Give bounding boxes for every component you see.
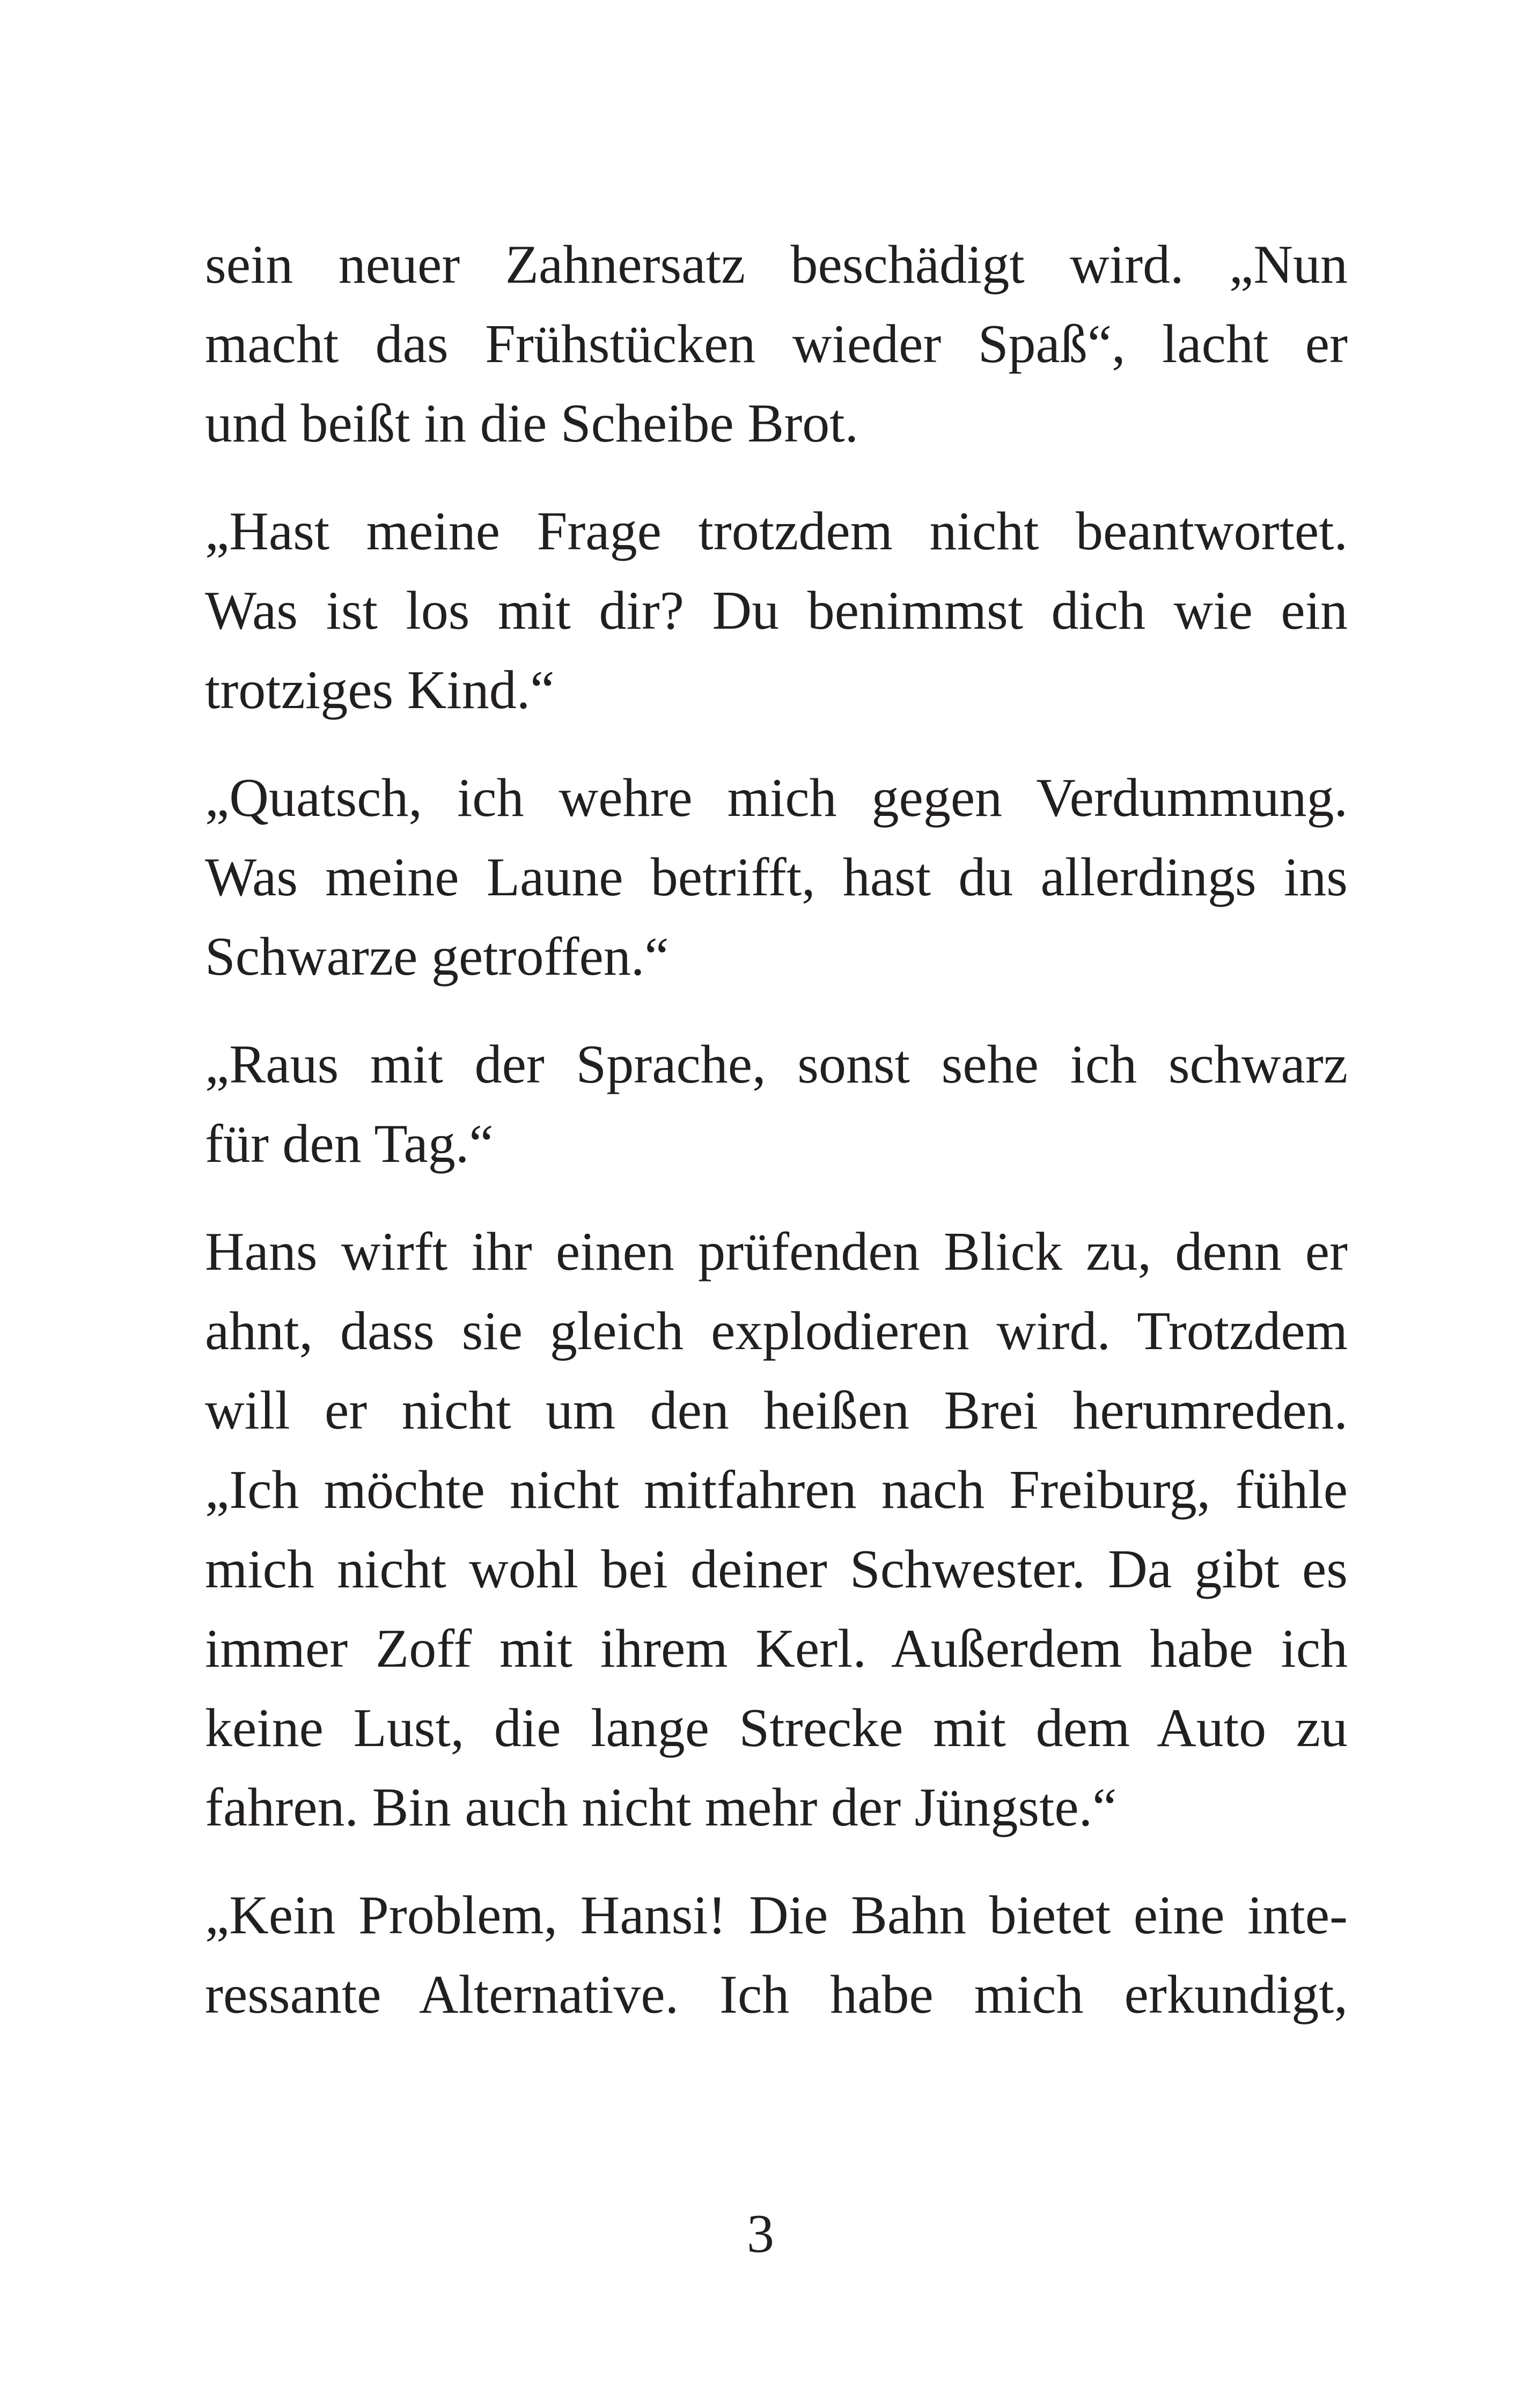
text-line: mich nicht wohl bei deiner Schwester. Da gibt es: [205, 1539, 1348, 1600]
page-number: 3: [747, 2204, 774, 2264]
paragraph-gap: [205, 463, 1348, 492]
text-line: will er nicht um den heißen Brei herumreden.: [205, 1380, 1348, 1441]
text-line: sein neuer Zahnersatz beschädigt wird. „Nun: [205, 234, 1348, 295]
text-line: Schwarze getroffen.“: [205, 926, 669, 987]
body-text: [205, 225, 1348, 2035]
paragraph-gap: [205, 1184, 1348, 1212]
text-line: macht das Frühstücken wieder Spaß“, lacht er: [205, 314, 1348, 374]
text-line: Was ist los mit dir? Du benimmst dich wie ein: [205, 580, 1348, 641]
text-line: Hans wirft ihr einen prüfenden Blick zu, denn er: [205, 1221, 1348, 1282]
paragraph-gap: [205, 1847, 1348, 1876]
text-line: „Kein Problem, Hansi! Die Bahn bietet eine inte-: [205, 1885, 1348, 1946]
text-line: keine Lust, die lange Strecke mit dem Auto zu: [205, 1698, 1348, 1758]
text-line: und beißt in die Scheibe Brot.: [205, 393, 859, 454]
text-line: ressante Alternative. Ich habe mich erkundigt,: [205, 1964, 1348, 2025]
paragraph-gap: [205, 730, 1348, 759]
text-line: für den Tag.“: [205, 1114, 494, 1174]
text-line: ahnt, dass sie gleich explodieren wird. Trotzdem: [205, 1301, 1348, 1361]
text-line: immer Zoff mit ihrem Kerl. Außerdem habe ich: [205, 1618, 1348, 1679]
text-line: Was meine Laune betrifft, hast du allerdings ins: [205, 847, 1348, 908]
paragraph-gap: [205, 997, 1348, 1025]
text-line: „Raus mit der Sprache, sonst sehe ich schwarz: [205, 1034, 1348, 1095]
text-line: fahren. Bin auch nicht mehr der Jüngste.“: [205, 1777, 1117, 1838]
text-line: trotziges Kind.“: [205, 660, 555, 720]
text-line: „Quatsch, ich wehre mich gegen Verdummung.: [205, 768, 1348, 828]
text-line: „Hast meine Frage trotzdem nicht beantwortet.: [205, 501, 1348, 562]
text-line: „Ich möchte nicht mitfahren nach Freiburg, fühle: [205, 1460, 1348, 1520]
